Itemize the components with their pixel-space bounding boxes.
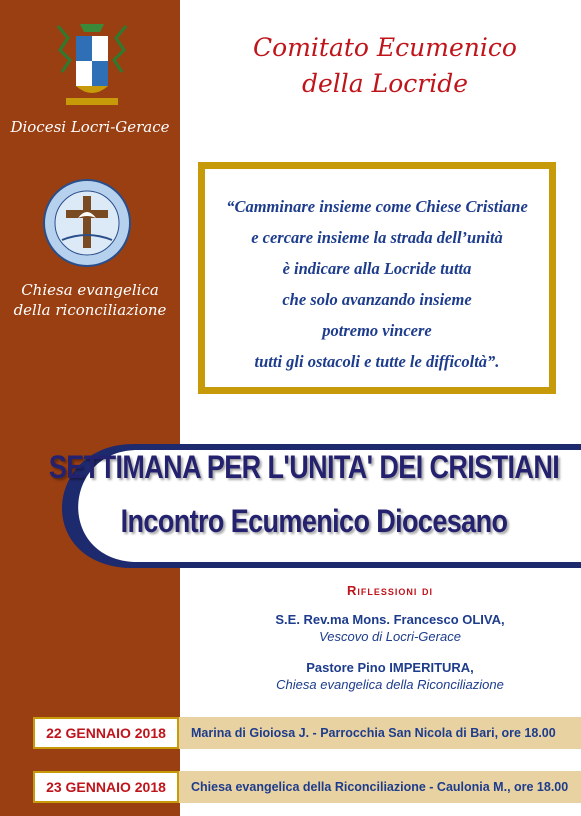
event-date: 23 GENNAIO 2018 [33,771,179,803]
diocese-label: Diocesi Locri-Gerace [10,118,170,136]
committee-title [220,30,550,102]
sidebar [0,0,180,816]
quote-line: “Camminare insieme come Chiese Cristiane [226,197,528,216]
church-label-line2: della riconciliazione [13,301,167,319]
quote-line: che solo avanzando insieme [282,290,472,309]
speaker1-role: Vescovo di Locri-Gerace [319,629,461,644]
church-label [0,280,180,320]
speaker1-name: S.E. Rev.ma Mons. Francesco OLIVA, [275,612,505,627]
quote-line: tutti gli ostacoli e tutte le difficoltà”. [254,352,500,371]
quote-box [198,162,556,394]
event-subtitle: Incontro Ecumenico Diocesano [120,503,508,539]
speakers-section [230,582,550,693]
quote-line: e cercare insieme la strada dell’unità [251,228,503,247]
speaker2-name: Pastore Pino IMPERITURA, [306,660,474,675]
committee-title-line2: della Locride [301,69,469,98]
diocese-crest-icon [52,20,132,110]
event-date: 22 GENNAIO 2018 [33,717,179,749]
speaker2-role: Chiesa evangelica della Riconciliazione [276,677,504,692]
quote-line: è indicare alla Locride tutta [282,259,472,278]
quote-text [205,191,549,377]
committee-title-line1: Comitato Ecumenico [253,33,517,62]
event-row [33,771,581,803]
church-emblem-icon [42,178,132,268]
speakers-heading: Riflessioni di [346,583,433,598]
church-label-line1: Chiesa evangelica [21,281,159,299]
event-row [33,717,581,749]
event-place: Marina di Gioiosa J. - Parrocchia San Nicola di Bari, ore 18.00 [191,726,556,740]
event-place: Chiesa evangelica della Riconciliazione - Caulonia M., ore 18.00 [191,780,569,794]
event-title: SETTIMANA PER L'UNITA' DEI CRISTIANI [48,449,560,485]
quote-line: potremo vincere [322,321,432,340]
